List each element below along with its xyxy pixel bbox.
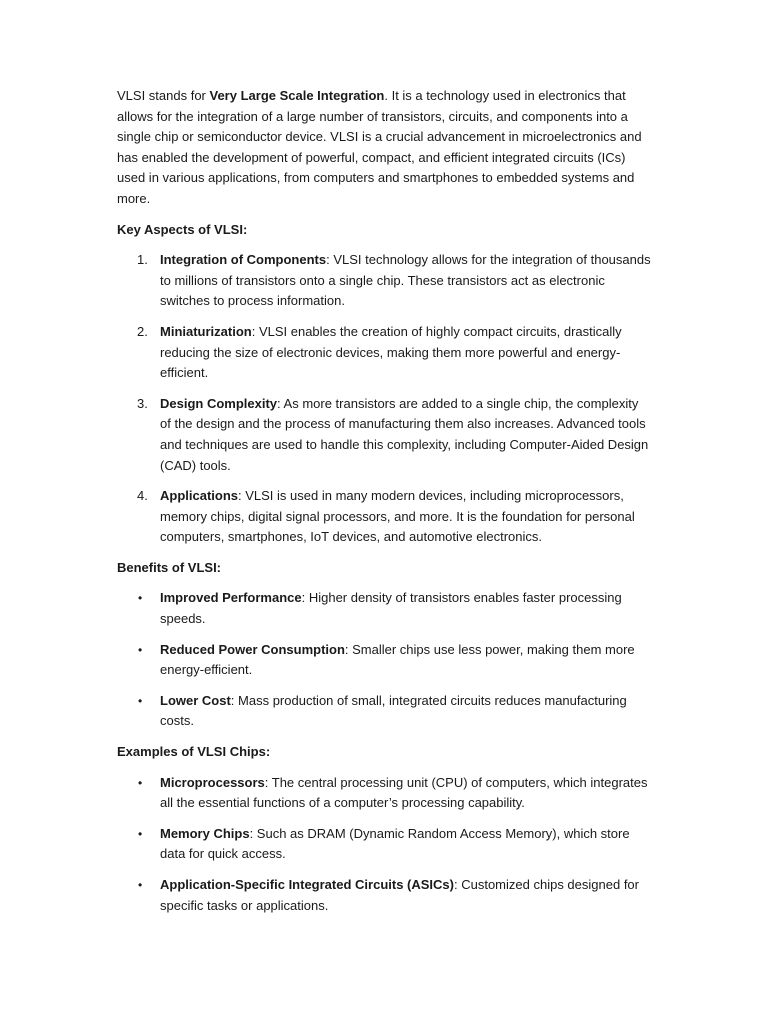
key-aspects-list <box>117 250 651 548</box>
intro-text-rest: . It is a technology used in electronics that allows for the integration of a large number of transistors, circuits, and components into a single chip or semiconductor device. VLSI is a crucial advancement in microelectronics and has enabled the development of powerful, compact, and efficient integrated circuits (ICs) used in various applications, from computers and smartphones to embedded systems and more. <box>117 88 642 206</box>
examples-list <box>117 773 651 917</box>
list-number: 1. <box>137 252 148 268</box>
list-item <box>117 588 651 629</box>
bullet-icon: • <box>138 693 143 708</box>
list-item-term: Application-Specific Integrated Circuits (ASICs) <box>160 877 454 892</box>
document-page <box>117 86 651 926</box>
list-item-text: : VLSI technology allows for the integration of thousands to millions of transistors onto a single chip. These transistors act as electronic switches to process information. <box>160 252 651 309</box>
list-item <box>117 691 651 732</box>
intro-text-start: VLSI stands for <box>117 88 210 103</box>
list-item-term: Memory Chips <box>160 825 250 841</box>
list-item <box>117 394 651 476</box>
list-item-term: Design Complexity <box>160 395 278 411</box>
list-item-term: Reduced Power Consumption <box>160 641 345 657</box>
list-item-text: : Such as DRAM (Dynamic Random Access Memory), which store data for quick access. <box>160 825 630 862</box>
intro-paragraph <box>117 86 651 210</box>
list-item <box>117 824 651 865</box>
list-item-term: Improved Performance <box>160 590 302 606</box>
bullet-icon: • <box>138 591 143 606</box>
intro-bold-term: Very Large Scale Integration <box>209 88 385 103</box>
list-item-text: : Smaller chips use less power, making them more energy-efficient. <box>160 641 635 678</box>
list-item-text: : Mass production of small, integrated circuits reduces manufacturing costs. <box>160 692 627 729</box>
list-item <box>117 773 651 814</box>
bullet-icon: • <box>138 775 143 790</box>
benefits-heading: Benefits of VLSI: <box>117 559 222 575</box>
bullet-icon: • <box>138 826 143 841</box>
list-item <box>117 250 651 312</box>
list-item-text: : The central processing unit (CPU) of computers, which integrates all the essential functions of a computer’s processing capability. <box>160 774 648 811</box>
list-number: 3. <box>137 395 148 411</box>
examples-heading: Examples of VLSI Chips: <box>117 744 271 760</box>
list-item-term: Lower Cost <box>160 692 231 708</box>
list-number: 4. <box>137 488 148 504</box>
list-item-text: : Higher density of transistors enables faster processing speeds. <box>160 590 622 627</box>
list-item-text: : VLSI is used in many modern devices, including microprocessors, memory chips, digital signal processors, and more. It is the foundation for personal computers, smartphones, IoT devices, and automotive electronics. <box>160 488 635 545</box>
list-item <box>117 486 651 548</box>
bullet-icon: • <box>138 642 143 657</box>
bullet-icon: • <box>138 878 143 892</box>
list-item-text: : Customized chips designed for specific tasks or applications. <box>160 877 639 913</box>
list-item-text: : VLSI enables the creation of highly compact circuits, drastically reducing the size of electronic devices, making them more powerful and energy-efficient. <box>160 323 622 381</box>
list-item-term: Applications <box>160 488 239 504</box>
key-aspects-heading: Key Aspects of VLSI: <box>117 221 248 237</box>
benefits-list <box>117 588 651 732</box>
list-item-term: Miniaturization <box>160 323 252 339</box>
list-number: 2. <box>137 323 148 339</box>
list-item <box>117 875 651 916</box>
list-item <box>117 322 651 384</box>
list-item-term: Integration of Components <box>160 252 327 268</box>
list-item <box>117 640 651 681</box>
list-item-text: : As more transistors are added to a single chip, the complexity of the design and the process of manufacturing them also increases. Advanced tools and techniques are used to handle this complexity, including Computer-Aided Design (CAD) tools. <box>160 395 649 473</box>
list-item-term: Microprocessors <box>160 774 265 790</box>
